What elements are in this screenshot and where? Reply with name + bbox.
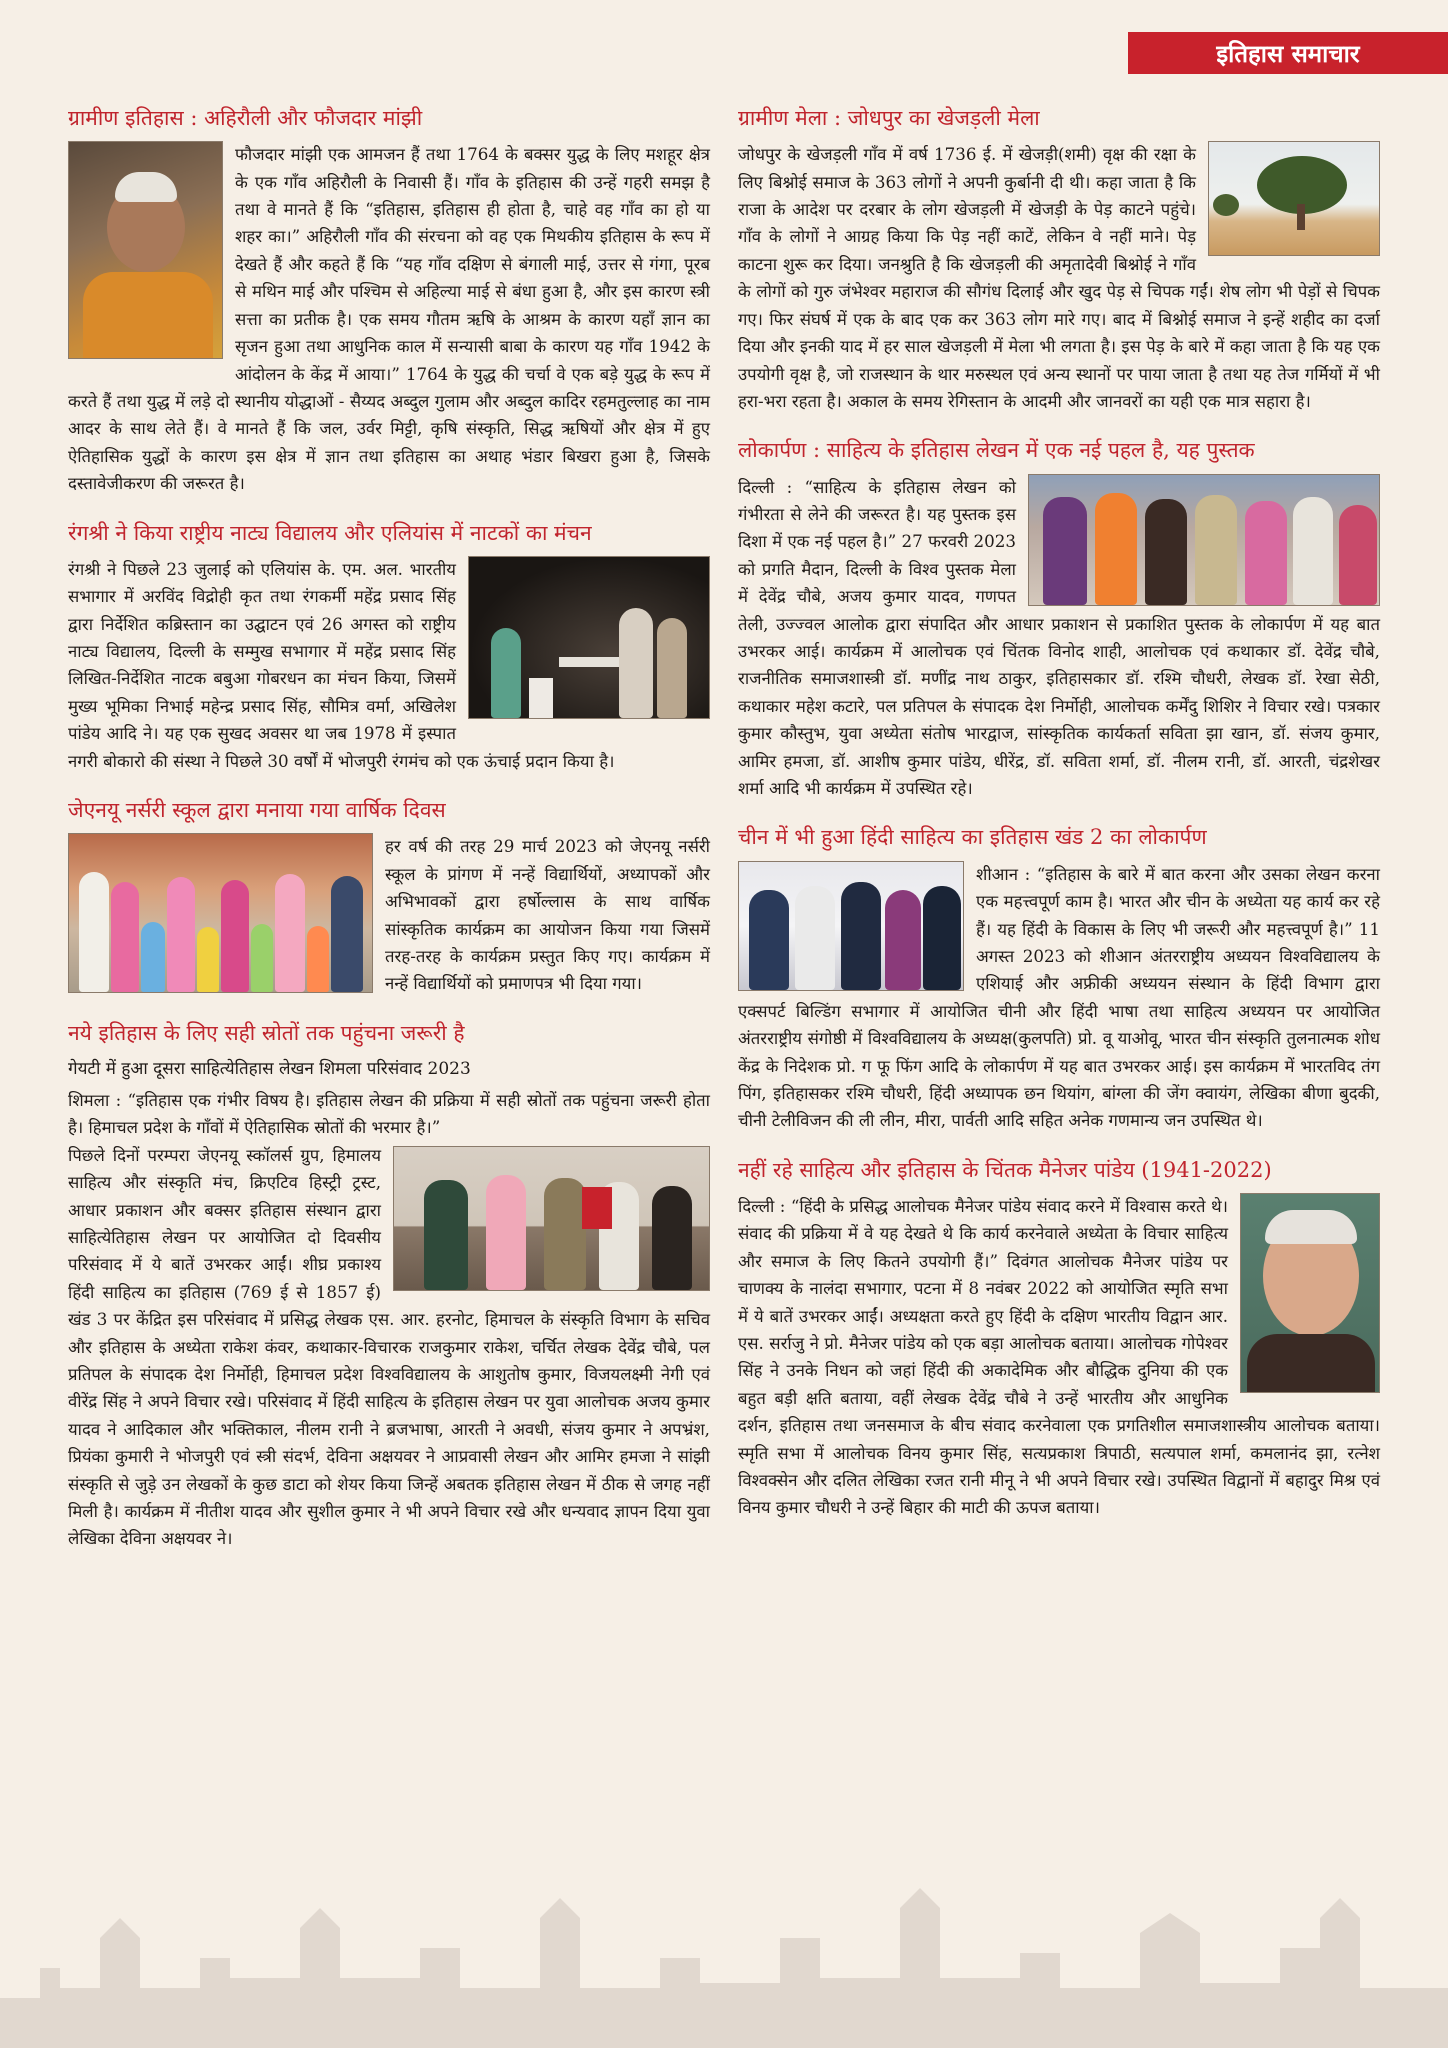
- article-body: शीआन : “इतिहास के बारे में बात करना और उसका लेखन करना एक महत्त्वपूर्ण काम है। भारत और चीन के अध्येता यह कार्य कर रहे हैं। यह हिंदी के विकास के लिए भी जरूरी और महत्त्वपूर्ण है।” 11 अगस्त 2023 को शीआन अंतरराष्ट्रीय अध्ययन विश्वविद्यालय के एशियाई और अफ्रीकी अध्ययन संस्थान के हिंदी विभाग द्वारा एक्सपर्ट बिल्डिंग सभागार में आयोजित चीनी और हिंदी भाषा तथा साहित्य अध्ययन पर आयोजित अंतरराष्ट्रीय संगोष्ठी में विश्वविद्यालय के अध्यक्ष(कुलपति) प्रो. वू याओवू, भारत चीन संस्कृति तुलनात्मक शोध केंद्र के निदेशक प्रो. ग फू फिंग आदि के लोकार्पण में यह बात उभरकर आई। इस कार्यक्रम में भारतविद तंग पिंग, इतिहासकर रश्मि चौधरी, हिंदी अध्यापक छन थियांग, बांग्ला की जेंग क्वायंग, लेखिका बीणा बुदकी, चीनी टेलीविजन की ली लीन, मीरा, पार्वती आदि सहित अनेक गणमान्य जन उपस्थित थे।: [738, 863, 1380, 1131]
- section-badge: इतिहास समाचार: [1128, 32, 1448, 74]
- article-ahirauli: [68, 105, 710, 498]
- article-khejarli: [738, 105, 1380, 415]
- article-body: फौजदार मांझी एक आमजन हैं तथा 1764 के बक्सर युद्ध के लिए मशहूर क्षेत्र के एक गाँव अहिरौली के निवासी हैं। गाँव के इतिहास की उन्हें गहरी समझ है तथा वे मानते हैं कि “इतिहास, इतिहास ही होता है, चाहे वह गाँव का हो या शहर का।” अहिरौली गाँव की संरचना को वह एक मिथकीय इतिहास के रूप में देखते हैं और कहते हैं कि “यह गाँव दक्षिण से बंगाली माई, उत्तर से गंगा, पूरब से मथिन माई और पश्चिम से अहिल्या माई से बंधा हुआ है, और इस कारण स्त्री सत्ता का प्रतीक है। एक समय गौतम ऋषि के आश्रम के कारण यहाँ ज्ञान का सृजन हुआ तथा आधुनिक काल में सन्यासी बाबा के कारण यह गाँव 1942 के आंदोलन के केंद्र में आया।” 1764 के युद्ध की चर्चा वे एक बड़े युद्ध के रूप में करते हैं तथा युद्ध में लड़े दो स्थानीय योद्धाओं - सैय्यद अब्दुल गुलाम और अब्दुल कादिर रहमतुल्लाह का नाम आदर के साथ लेते हैं। वे मानते हैं कि जल, उर्वर मिट्टी, कृषि संस्कृति, सिद्ध ऋषियों और क्षेत्र में हुए ऐतिहासिक युद्धों के कारण इस क्षेत्र में ज्ञान तथा इतिहास का अथाह भंडार बिखरा हुआ है, जिसके दस्तावेजीकरण की जरूरत है।: [68, 144, 710, 494]
- article-subtitle: गेयटी में हुआ दूसरा साहित्येतिहास लेखन शिमला परिसंवाद 2023: [68, 1058, 471, 1079]
- article-body: दिल्ली : “हिंदी के प्रसिद्ध आलोचक मैनेजर पांडेय संवाद करने में विश्वास करते थे। संवाद की प्रक्रिया में वे यह देखते थे कि कार्य करनेवाले अध्येता के विचार साहित्य और समाज के लिए कितने उपयोगी हैं।” दिवंगत आलोचक मैनेजर पांडेय पर चाणक्य के नालंदा सभागार, पटना में 8 नवंबर 2022 को आयोजित स्मृति सभा में ये बातें उभरकर आईं। अध्यक्षता करते हुए हिंदी के दक्षिण भारतीय विद्वान आर. एस. सर्राजु ने प्रो. मैनेजर पांडेय को एक बड़ा आलोचक बताया। आलोचक गोपेश्वर सिंह ने उनके निधन को जहां हिंदी की अकादेमिक और बौद्धिक दुनिया की एक बहुत बड़ी क्षति बताया, वहीं लेखक देवेंद्र चौबे ने उन्हें भारतीय और आधुनिक दर्शन, इतिहास तथा जनसमाज के बीच संवाद करनेवाला एक प्रगतिशील समाजशास्त्रीय आलोचक बताया। स्मृति सभा में आलोचक विनय कुमार सिंह, सत्यप्रकाश त्रिपाठी, सत्यपाल शर्मा, कमलानंद झा, रत्नेश विश्वक्सेन और दलित लेखिका रजत रानी मीनू ने भी अपने विचार रखे। उपस्थित विद्वानों में बहादुर मिश्र एवं विनय कुमार चौधरी ने उन्हें बिहार की माटी की ऊपज बताया।: [738, 1196, 1380, 1518]
- article-body: दिल्ली : “साहित्य के इतिहास लेखन को गंभीरता से लेने की जरूरत है। यह पुस्तक इस दिशा में एक नई पहल है।” 27 फरवरी 2023 को प्रगति मैदान, दिल्ली के विश्व पुस्तक मेला में देवेंद्र चौबे, अजय कुमार यादव, गणपत तेली, उज्ज्वल आलोक द्वारा संपादित और आधार प्रकाशन से प्रकाशित पुस्तक के लोकार्पण में यह बात उभरकर आई। कार्यक्रम में आलोचक एवं चिंतक विनोद शाही, आलोचक एवं कथाकार डॉ. देवेंद्र चौबे, राजनीतिक समाजशास्त्री डॉ. मणींद्र नाथ ठाकुर, इतिहासकार डॉ. रश्मि चौधरी, लेखक डॉ. रेखा सेठी, कथाकार महेश कटारे, पल प्रतिपल के संपादक देश निर्मोही, आलोचक कर्मेंदु शिशिर ने विचार रखे। पत्रकार कुमार कौस्तुभ, युवा अध्येता संतोष भारद्वाज, सांस्कृतिक कार्यकर्ता सविता झा खान, डॉ. संजय कुमार, आमिर हमजा, डॉ. आशीष कुमार पांडेय, धीरेंद्र, डॉ. सविता शर्मा, डॉ. नीलम रानी, डॉ. आरती, चंद्रशेखर शर्मा आदि भी कार्यक्रम में उपस्थित रहे।: [738, 476, 1380, 799]
- article-jnu-nursery: [68, 797, 710, 998]
- article-body: जोधपुर के खेजड़ली गाँव में वर्ष 1736 ई. में खेजड़ी(शमी) वृक्ष की रक्षा के लिए बिश्नोई समाज के 363 लोगों ने अपनी कुर्बानी दी थी। कहा जाता है कि राजा के आदेश पर दरबार के लोग खेजड़ली में खेजड़ी के पेड़ काटने पहुंचे। गाँव के लोगों ने आग्रह किया कि पेड़ नहीं काटें, लेकिन वे नहीं माने। पेड़ काटना शुरू कर दिया। जनश्रुति है कि खेजड़ली की अमृतादेवी बिश्नोई ने गाँव के लोगों को गुरु जंभेश्वर महाराज की सौगंध दिलाई और खुद पेड़ से चिपक गईं। शेष लोग भी पेड़ों से चिपक गए। फिर संघर्ष में एक के बाद एक कर 363 लोग मारे गए। बाद में बिश्नोई समाज ने इन्हें शहीद का दर्जा दिया और इनकी याद में हर साल खेजड़ली में मेला भी लगता है। इस पेड़ के बारे में कहा जाता है कि यह एक उपयोगी वृक्ष है, जो राजस्थान के थार मरुस्थल एवं अन्य स्थानों पर पाया जाता है तथा यह तेज गर्मियों में भी हरा-भरा रहता है। अकाल के समय रेगिस्तान के आदमी और जानवरों का यही एक मात्र सहारा है।: [738, 144, 1381, 411]
- right-column: [738, 105, 1380, 1544]
- article-body: रंगश्री ने पिछले 23 जुलाई को एलियांस के. एम. अल. भारतीय सभागार में अरविंद विद्रोही कृत तथा रंगकर्मी महेंद्र प्रसाद सिंह द्वारा निर्देशित कब्रिस्तान का उद्घाटन एवं 26 अगस्त को राष्ट्रीय नाट्य विद्यालय, दिल्ली के सम्मुख सभागार में महेंद्र प्रसाद सिंह लिखित-निर्देशित नाटक बबुआ गोबरधन का मंचन किया, जिसमें मुख्य भूमिका निभाई महेन्द्र प्रसाद सिंह, सौमित्र वर्मा, अखिलेश पांडेय आदि ने। यह एक सुखद अवसर था जब 1978 में इस्पात नगरी बोकारो की संस्था ने पिछले 30 वर्षों में भोजपुरी रंगमंच को एक ऊंचाई प्रदान किया है।: [68, 558, 615, 771]
- article-title: नये इतिहास के लिए सही स्रोतों तक पहुंचना जरूरी है: [68, 1020, 465, 1045]
- photo-nursery-group: [68, 833, 373, 993]
- article-title: रंगश्री ने किया राष्ट्रीय नाट्य विद्यालय और एलियांस में नाटकों का मंचन: [68, 520, 592, 545]
- photo-manager-pandey: [1240, 1193, 1380, 1393]
- article-shimla-seminar: [68, 1020, 710, 1553]
- article-china-launch: [738, 824, 1380, 1134]
- article-title: जेएनयू नर्सरी स्कूल द्वारा मनाया गया वार्षिक दिवस: [68, 798, 446, 823]
- article-title: लोकार्पण : साहित्य के इतिहास लेखन में एक नई पहल है, यह पुस्तक: [738, 438, 1255, 463]
- photo-book-launch: [1028, 474, 1380, 606]
- article-body: हर वर्ष की तरह 29 मार्च 2023 को जेएनयू नर्सरी स्कूल के प्रांगण में नन्हें विद्यार्थियों, अध्यापकों और अभिभावकों द्वारा हर्षोल्लास के साथ वार्षिक सांस्कृतिक कार्यक्रम का आयोजन किया गया जिसमें तरह-तरह के कार्यक्रम प्रस्तुत किए गए। कार्यक्रम में नन्हें विद्यार्थियों को प्रमाणपत्र भी दिया गया।: [385, 836, 710, 994]
- photo-khejri-tree: [1208, 141, 1380, 256]
- article-manager-pandey: [738, 1157, 1380, 1522]
- skyline-decoration: [0, 1878, 1448, 2048]
- photo-china-launch: [738, 861, 964, 991]
- article-book-launch: [738, 437, 1380, 802]
- left-column: [68, 105, 710, 1575]
- article-intro: शिमला : “इतिहास एक गंभीर विषय है। इतिहास लेखन की प्रक्रिया में सही स्रोतों तक पहुंचना जरूरी होता है। हिमाचल प्रदेश के गाँवों में ऐतिहासिक स्रोतों की भरमार है।”: [68, 1089, 710, 1138]
- photo-stage-play: [468, 556, 710, 719]
- article-title: चीन में भी हुआ हिंदी साहित्य का इतिहास खंड 2 का लोकार्पण: [738, 825, 1207, 850]
- article-title: ग्रामीण इतिहास : अहिरौली और फौजदार मांझी: [68, 106, 423, 130]
- article-rangshri: [68, 520, 710, 776]
- article-title: नहीं रहे साहित्य और इतिहास के चिंतक मैनेजर पांडेय (1941-2022): [738, 1157, 1272, 1182]
- article-body: पिछले दिनों परम्परा जेएनयू स्कॉलर्स ग्रुप, हिमालय साहित्य और संस्कृति मंच, क्रिएटिव हिस्ट्री ट्रस्ट, आधार प्रकाशन और बक्सर इतिहास संस्थान द्वारा साहित्येतिहास लेखन पर आयोजित दो दिवसीय परिसंवाद में ये बातें उभरकर आईं। शीघ्र प्रकाश्य हिंदी साहित्य का इतिहास (769 ई से 1857 ई) खंड 3 पर केंद्रित इस परिसंवाद में प्रसिद्ध लेखक एस. आर. हरनोट, हिमाचल के संस्कृति विभाग के सचिव और इतिहास के अध्येता राकेश कंवर, कथाकार-विचारक राजकुमार राकेश, चर्चित लेखक देवेंद्र चौबे, पल प्रतिपल के संपादक देश निर्मोही, हिमाचल प्रदेश विश्वविद्यालय के आशुतोष कुमार, विजयलक्ष्मी नेगी एवं वीरेंद्र सिंह ने अपने विचार रखे। परिसंवाद में हिंदी साहित्य के इतिहास लेखन पर युवा आलोचक अजय कुमार यादव ने आदिकाल और भक्तिकाल, नीलम रानी ने ब्रजभाषा, आरती ने अवधी, संजय कुमार ने अपभ्रंश, प्रियंका कुमारी ने भोजपुरी एवं स्त्री संदर्भ, देविना अक्षयवर ने आप्रवासी लेखन और आमिर हमजा ने सांझी संस्कृति से जुड़े उन लेखकों के कुछ डाटा को शेयर किया जिन्हें अबतक इतिहास लेखन में ठीक से जगह नहीं मिली है। कार्यक्रम में नीतीश यादव और सुशील कुमार ने भी अपने विचार रखे और धन्यवाद ज्ञापन दिया युवा लेखिका देविना अक्षयवर ने।: [68, 1144, 710, 1549]
- photo-faujdar-manjhi: [68, 141, 223, 359]
- photo-seminar-panel: [393, 1146, 710, 1291]
- article-title: ग्रामीण मेला : जोधपुर का खेजड़ली मेला: [738, 106, 1040, 130]
